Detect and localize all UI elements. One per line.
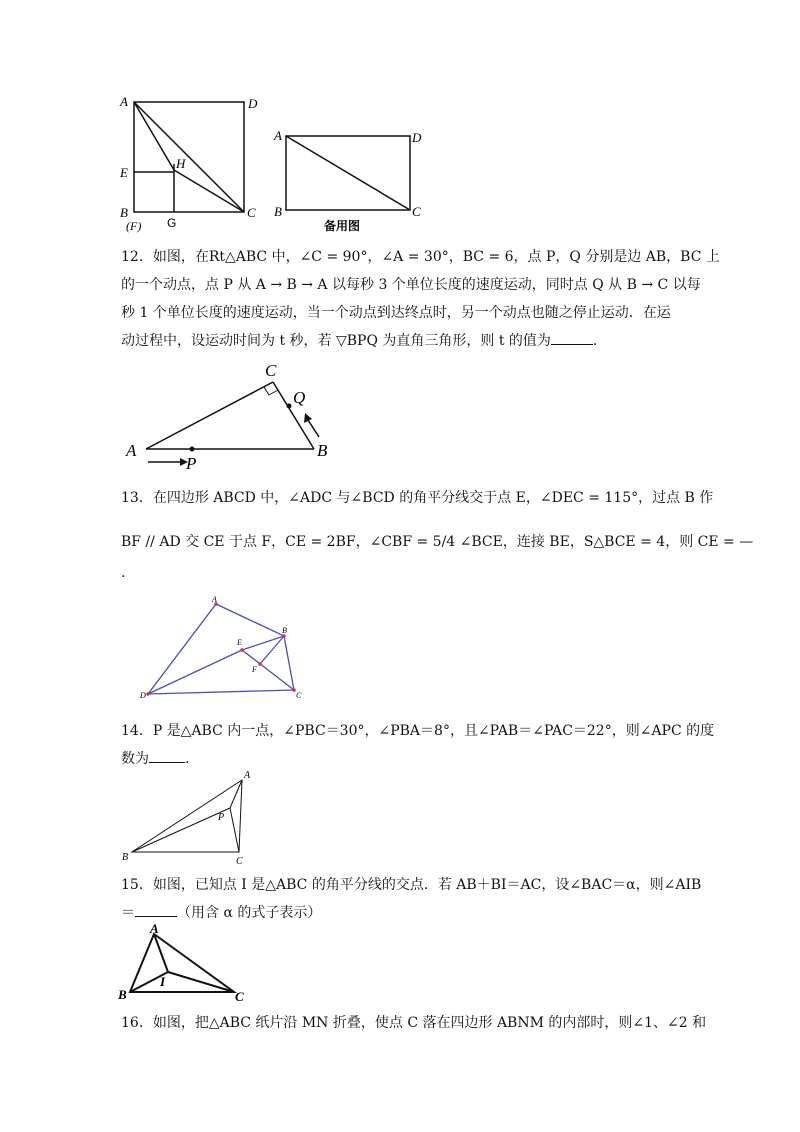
label-c: C [247, 205, 256, 220]
side-ac [146, 382, 273, 449]
q12-line2: 的一个动点，点 P 从 A → B → A 以每秒 3 个单位长度的速度运动，同时点 Q 从 B → C 以每 [121, 277, 701, 293]
label-f: (F) [126, 219, 142, 233]
q12-line4 [121, 326, 681, 356]
label-b: B [122, 852, 129, 863]
q13-line3: . [121, 565, 126, 581]
label-f: F [252, 665, 257, 674]
label-a: A [120, 94, 128, 109]
label-h: H [176, 156, 186, 171]
q14-answer-blank[interactable] [149, 748, 185, 763]
spare-figure-caption: 备用图 [324, 219, 361, 233]
label-a: A [274, 128, 282, 143]
q15-line1: 15．如图，已知点 I 是△ABC 的角平分线的交点．若 AB＋BI＝AC，设∠BAC＝α，则∠AIB [121, 877, 702, 893]
segment-pb [132, 808, 230, 852]
square-figure [112, 92, 272, 232]
segment-de [148, 650, 242, 694]
label-i: I [160, 974, 166, 989]
label-b: B [282, 626, 287, 635]
label-d: D [412, 130, 422, 145]
q14-line2-end: . [185, 751, 190, 767]
label-a: A [244, 770, 251, 781]
label-a: A [212, 595, 217, 604]
segment-ec [242, 650, 294, 690]
label-p: P [218, 812, 225, 823]
label-e: E [237, 638, 242, 647]
q12-line3: 秒 1 个单位长度的速度运动，当一个动点到达终点时，另一个动点也随之停止运动．在运 [121, 305, 671, 321]
label-e: E [120, 165, 128, 180]
label-p: P [186, 454, 197, 473]
arrow-q-direction [308, 420, 319, 437]
spare-rectangle-figure [270, 126, 430, 236]
q12-line4-end: . [592, 333, 598, 349]
q13-line2: BF // AD 交 CE 于点 F，CE = 2BF，∠CBF = 5/4 ∠BCE，连接 BE，S△BCE = 4，则 CE = — [121, 534, 754, 550]
q13-figure [136, 596, 316, 708]
point-f [258, 662, 262, 666]
q12-figure [118, 358, 338, 473]
label-b: B [274, 204, 282, 219]
diagonal-ac [134, 102, 244, 212]
diagonal-ac [286, 136, 410, 210]
point-p [190, 447, 195, 452]
label-d: D [140, 691, 146, 700]
point-q [287, 404, 292, 409]
point-e [240, 648, 244, 652]
q16-line1: 16．如图，把△ABC 纸片沿 MN 折叠，使点 C 落在四边形 ABNM 的内部时，则∠1、∠2 和 [121, 1015, 707, 1031]
label-b: B [317, 441, 328, 460]
arrow-q-head [304, 413, 312, 423]
segment-ci [168, 972, 234, 992]
q13-line1: 13．在四边形 ABCD 中，∠ADC 与∠BCD 的角平分线交于点 E，∠DEC = 115°，过点 B 作 [121, 490, 714, 506]
q14-figure [118, 768, 268, 868]
label-d: D [248, 96, 258, 111]
q12-line1: 12．如图，在Rt△ABC 中，∠C = 90°，∠A = 30°，BC = 6，点 P，Q 分别是边 AB，BC 上 [121, 249, 720, 265]
q15-line2-text: ＝ [121, 905, 135, 921]
label-a: A [126, 441, 137, 460]
q15-answer-blank[interactable] [135, 902, 177, 917]
label-c: C [296, 691, 302, 700]
triangle-abc [132, 780, 242, 852]
label-q: Q [293, 388, 306, 407]
label-a: A [150, 921, 159, 936]
label-c: C [265, 361, 277, 380]
q14-line2-text: 数为 [121, 751, 149, 767]
label-b: B [118, 987, 127, 1002]
label-b: B [120, 205, 128, 220]
point-d [146, 692, 150, 696]
q12-line4-text: 动过程中，设运动时间为 t 秒，若 ▽BPQ 为直角三角形，则 t 的值为 [121, 333, 551, 349]
q14-line1: 14．P 是△ABC 内一点，∠PBC＝30°，∠PBA＝8°，且∠PAB＝∠PAC＝22°，则∠APC 的度 [121, 723, 715, 739]
q15-line2-end: （用含 α 的式子表示） [177, 905, 322, 921]
right-angle-mark [264, 387, 278, 395]
label-c: C [412, 204, 421, 219]
label-c: C [235, 989, 244, 1004]
label-c: C [236, 856, 243, 867]
q15-figure [116, 922, 256, 1006]
segment-pc [230, 808, 239, 852]
q12-answer-blank[interactable] [551, 330, 593, 345]
label-g: G [167, 216, 177, 230]
